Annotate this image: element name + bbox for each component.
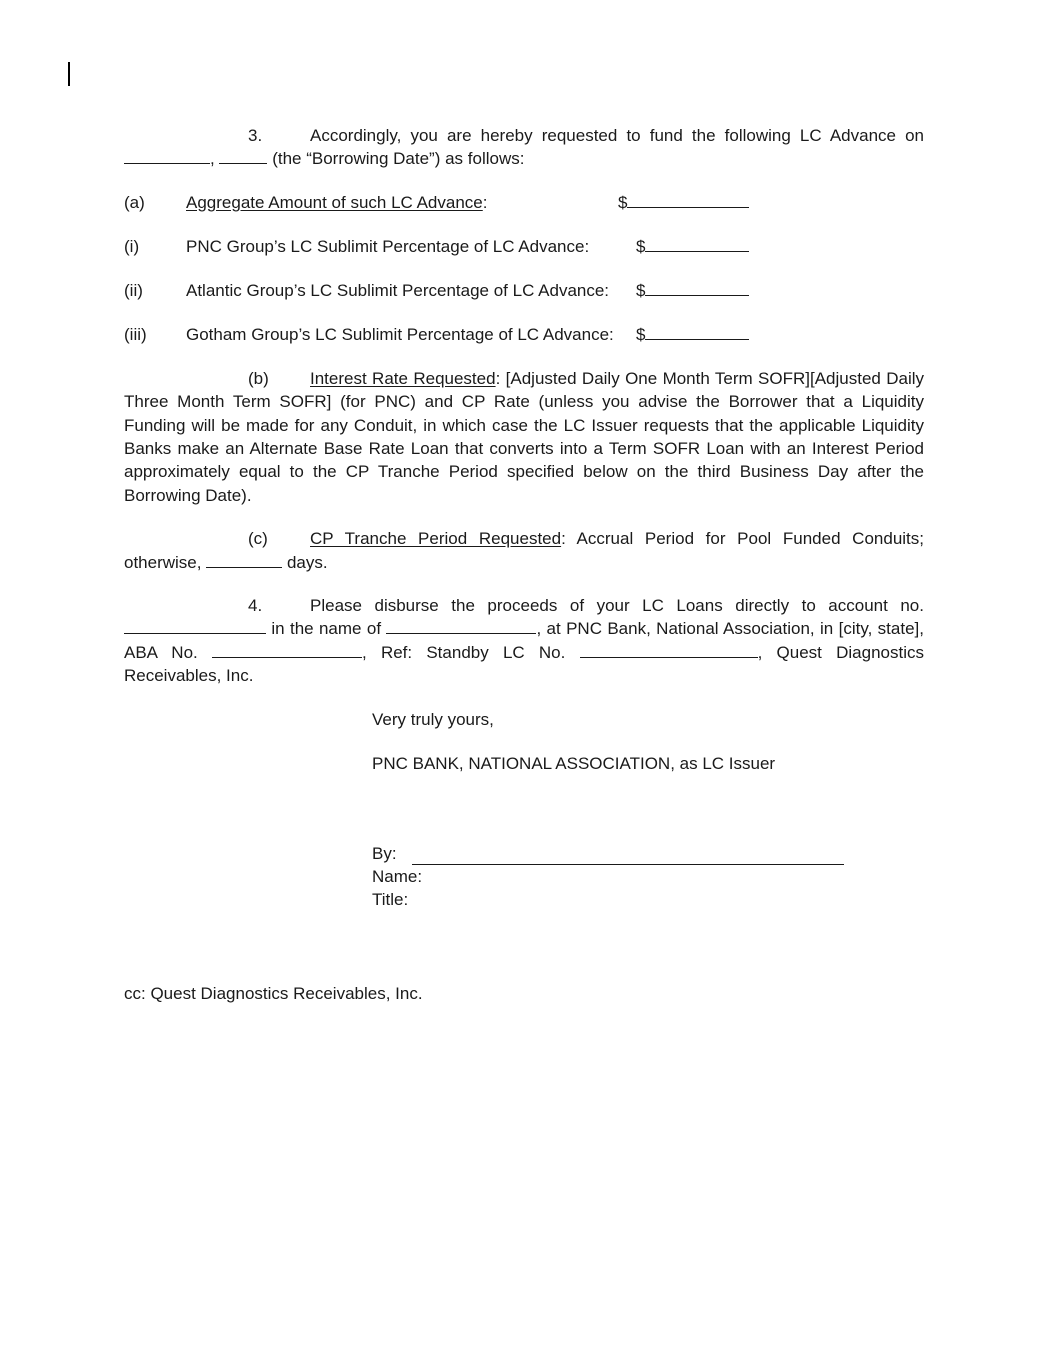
text-cursor: [68, 62, 70, 86]
account-name-blank: [386, 618, 536, 634]
pnc-amount-blank: [645, 236, 749, 252]
item-a: (a) Aggregate Amount of such LC Advance: $: [0, 191, 924, 214]
standby-lc-blank: [580, 642, 758, 658]
closing: Very truly yours,: [372, 709, 494, 729]
paragraph-3-text-end: (the “Borrowing Date”) as follows:: [272, 149, 525, 169]
interest-rate-text: : [Adjusted Daily One Month Term SOFR][Adjusted Daily Three Month Term SOFR] (for PNC) and CP Rate (unless you advise the Borrower that a Liquidity Funding will be made for any Conduit, in which case the LC Issuer requests that the applicable Liquidity Banks make an Alternate Base Rate Loan that converts into a Term SOFR Loan with an Interest Period approximately equal to the CP Tranche Period specified below on the third Business Day after the Borrowing Date).: [124, 368, 924, 505]
signature-by-line: By:: [372, 842, 924, 865]
borrowing-date-blank-1: [124, 148, 210, 164]
aggregate-amount-blank: [627, 192, 749, 208]
paragraph-4: 4. Please disburse the proceeds of your LC Loans directly to account no. in the name of , at PNC Bank, National Association, in [city, state], ABA No. , Ref: Standby LC No. , Quest Diagnostics Receivables, Inc.: [124, 596, 924, 686]
item-b: (b) Interest Rate Requested: [Adjusted Daily One Month Term SOFR][Adjusted Daily Three Month Term SOFR] (for PNC) and CP Rate (unless you advise the Borrower that a Liquidity Funding will be made for any Conduit, in which case the LC Issuer requests that the applicable Liquidity Banks make an Alternate Base Rate Loan that converts into a Term SOFR Loan with an Interest Period approximately equal to the CP Tranche Period specified below on the third Business Day after the Borrowing Date).: [124, 368, 924, 505]
interest-rate-heading: Interest Rate Requested: [310, 368, 496, 388]
item-c: (c) CP Tranche Period Requested: Accrual Period for Pool Funded Conduits; otherwise, days.: [124, 529, 924, 572]
item-i: (i) PNC Group’s LC Sublimit Percentage of LC Advance: $: [0, 235, 924, 258]
days-blank: [206, 552, 282, 568]
paragraph-3: 3. Accordingly, you are hereby requested to fund the following LC Advance on , (the “Borrowing Date”) as follows:: [124, 124, 924, 171]
signatory-entity: PNC BANK, NATIONAL ASSOCIATION, as LC Issuer: [372, 754, 776, 774]
item-ii: (ii) Atlantic Group’s LC Sublimit Percentage of LC Advance: $: [0, 279, 924, 302]
cc-line: cc: Quest Diagnostics Receivables, Inc.: [124, 983, 423, 1003]
signature-title: Title:: [372, 890, 409, 910]
item-iii: (iii) Gotham Group’s LC Sublimit Percentage of LC Advance: $: [0, 323, 924, 346]
cp-tranche-text: : Accrual Period for Pool Funded Conduits; otherwise,: [124, 529, 924, 572]
paragraph-3-text: Accordingly, you are hereby requested to fund the following LC Advance on: [310, 126, 924, 145]
atlantic-amount-blank: [645, 280, 749, 296]
borrowing-date-blank-2: [219, 148, 267, 164]
cp-tranche-heading: CP Tranche Period Requested: [310, 529, 562, 549]
signature-name: Name:: [372, 866, 423, 886]
paragraph-3-number: 3.: [248, 126, 263, 145]
aba-number-blank: [212, 642, 362, 658]
item-a-heading: Aggregate Amount of such LC Advance: [186, 192, 483, 212]
account-number-blank: [124, 618, 266, 634]
signature-line: [412, 846, 844, 865]
gotham-amount-blank: [645, 324, 749, 340]
document-body: [124, 124, 924, 1005]
